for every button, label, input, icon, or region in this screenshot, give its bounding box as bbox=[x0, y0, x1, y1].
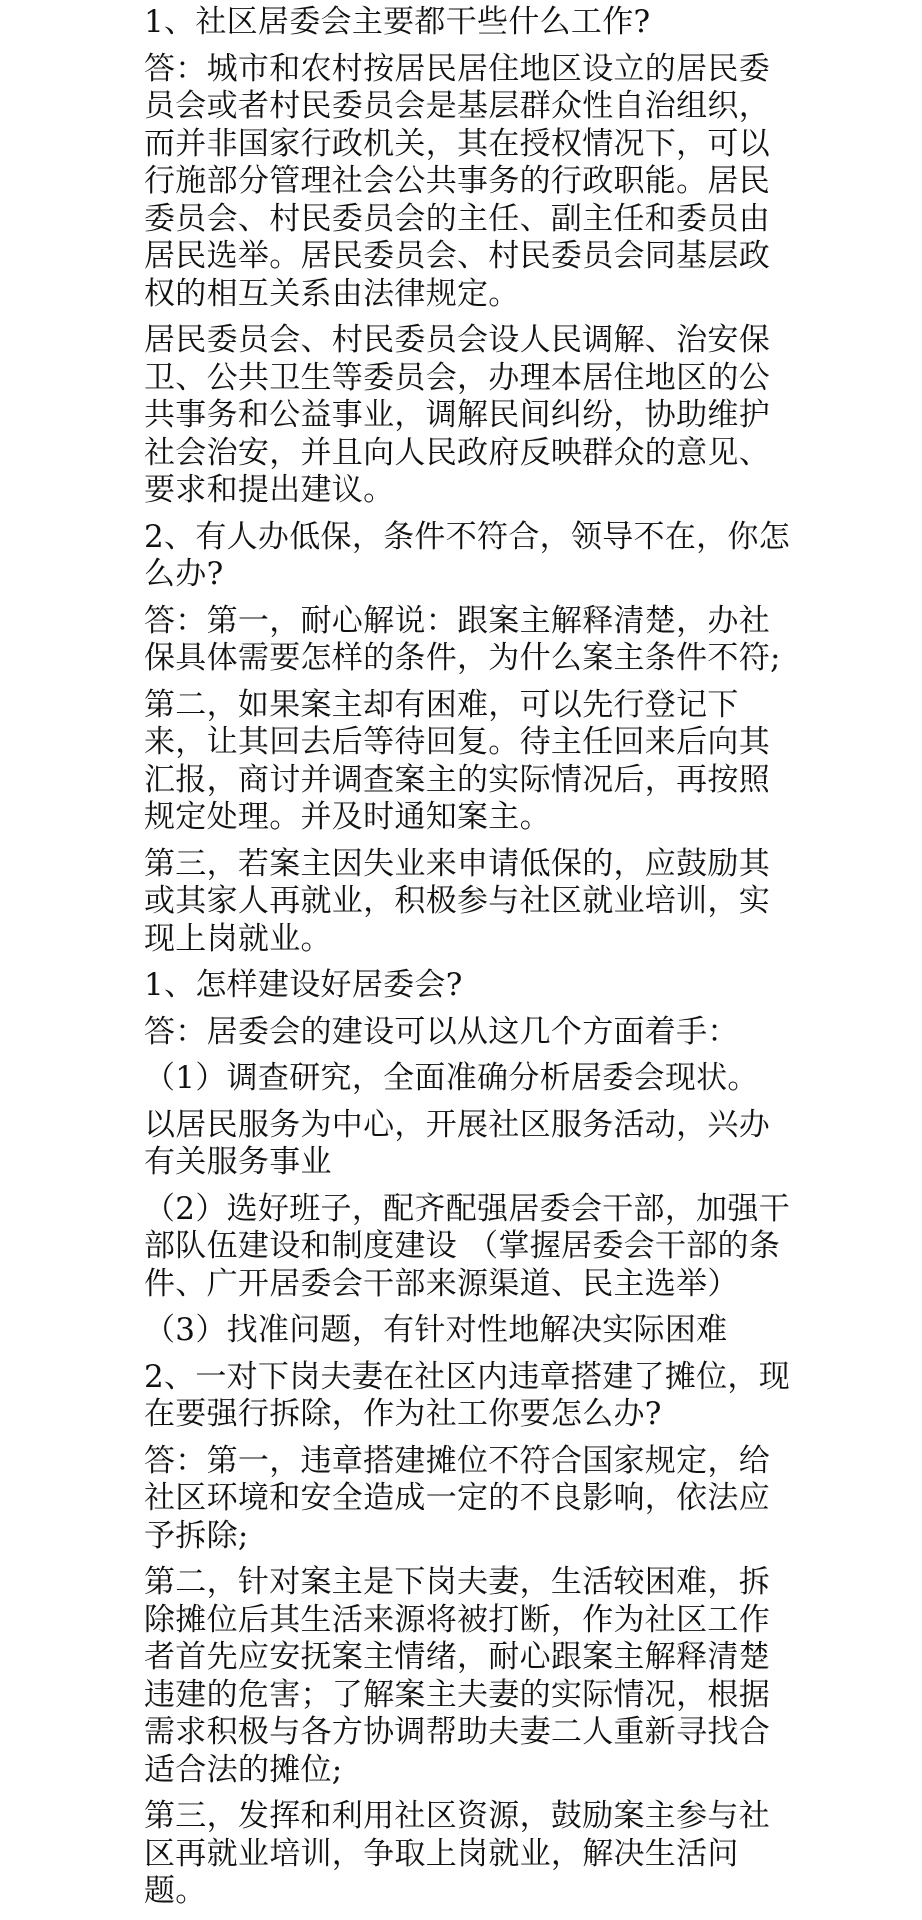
answer-paragraph: 答：城市和农村按居民居住地区设立的居民委员会或者村民委员会是基层群众性自治组织，而并非国家行政机关，其在授权情况下，可以行施部分管理社会公共事务的行政职能。居民委员会、村民委员会的主任、副主任和委员由居民选举。居民委员会、村民委员会同基层政权的相互关系由法律规定。 bbox=[144, 50, 770, 312]
answer-paragraph: 答：居委会的建设可以从这几个方面着手： bbox=[144, 1013, 739, 1050]
answer-paragraph: 答：第一，违章搭建摊位不符合国家规定，给社区环境和安全造成一定的不良影响，依法应予拆除; bbox=[144, 1442, 770, 1554]
question-4: 2、一对下岗夫妻在社区内违章搭建了摊位，现在要强行拆除，作为社工你要怎么办? bbox=[144, 1358, 791, 1432]
question-3: 1、怎样建设好居委会? bbox=[144, 967, 463, 1003]
answer-paragraph: 以居民服务为中心，开展社区服务活动，兴办有关服务事业 bbox=[144, 1106, 770, 1180]
question-2: 2、有人办低保，条件不符合，领导不在，你怎么办? bbox=[144, 518, 791, 592]
answer-paragraph: 第三，发挥和利用社区资源，鼓励案主参与社区再就业培训，争取上岗就业，解决生活问题。 bbox=[144, 1798, 770, 1909]
answer-list-item: （1）调查研究，全面准确分析居委会现状。 bbox=[144, 1060, 759, 1096]
answer-list-item: （3）找准问题，有针对性地解决实际困难 bbox=[144, 1312, 728, 1348]
answer-paragraph: 答：第一，耐心解说：跟案主解释清楚，办社保具体需要怎样的条件，为什么案主条件不符; bbox=[144, 602, 781, 676]
answer-paragraph: 第二，如果案主却有困难，可以先行登记下来，让其回去后等待回复。待主任回来后向其汇报，商讨并调查案主的实际情况后，再按照规定处理。并及时通知案主。 bbox=[144, 686, 770, 835]
document-body bbox=[144, 4, 794, 1920]
answer-paragraph: 居民委员会、村民委员会设人民调解、治安保卫、公共卫生等委员会，办理本居住地区的公共事务和公益事业，调解民间纠纷，协助维护社会治安，并且向人民政府反映群众的意见、要求和提出建议。 bbox=[144, 322, 770, 508]
answer-paragraph: 第三，若案主因失业来申请低保的，应鼓励其或其家人再就业，积极参与社区就业培训，实现上岗就业。 bbox=[144, 845, 770, 957]
question-1: 1、社区居委会主要都干些什么工作? bbox=[144, 4, 651, 40]
answer-list-item: （2）选好班子，配齐配强居委会干部，加强干部队伍建设和制度建设 （掌握居委会干部的条件、广开居委会干部来源渠道、民主选举） bbox=[144, 1190, 791, 1302]
answer-paragraph: 第二，针对案主是下岗夫妻，生活较困难，拆除摊位后其生活来源将被打断，作为社区工作者首先应安抚案主情绪，耐心跟案主解释清楚违建的危害；了解案主夫妻的实际情况，根据需求积极与各方协调帮助夫妻二人重新寻找合适合法的摊位; bbox=[144, 1564, 770, 1788]
